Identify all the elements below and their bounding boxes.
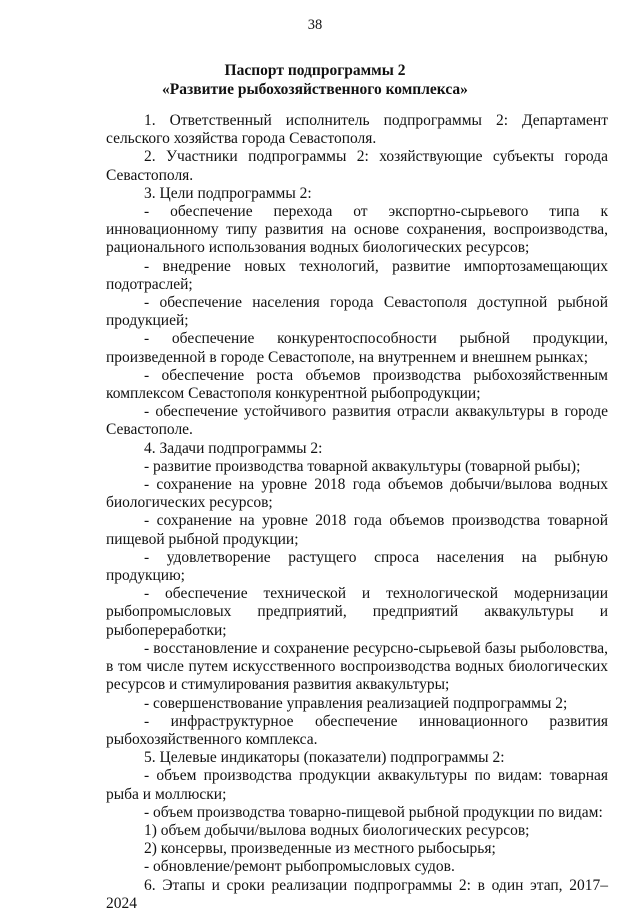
paragraph: - внедрение новых технологий, развитие импортозамещающих подотраслей;	[106, 257, 608, 293]
paragraph: 6. Этапы и сроки реализации подпрограммы 2: в один этап, 2017–2024	[106, 876, 608, 912]
paragraph: - объем производства продукции аквакультуры по видам: товарная рыба и моллюски;	[106, 767, 608, 803]
paragraph: - восстановление и сохранение ресурсно-сырьевой базы рыболовства, в том числе путем искусственного воспроизводства водных биологических ресурсов и стимулирования развития аквакультуры;	[106, 639, 608, 694]
paragraph: 3. Цели подпрограммы 2:	[144, 184, 312, 202]
title-line-1: Паспорт подпрограммы 2	[224, 62, 406, 79]
document-title	[0, 61, 630, 99]
paragraph: - совершенствование управления реализацией подпрограммы 2;	[144, 694, 568, 712]
title-line-2: «Развитие рыбохозяйственного комплекса»	[162, 81, 468, 98]
page-number: 38	[307, 17, 323, 33]
paragraph: - обеспечение населения города Севастополя доступной рыбной продукцией;	[106, 294, 608, 330]
paragraph: 4. Задачи подпрограммы 2:	[144, 439, 323, 457]
paragraph: 5. Целевые индикаторы (показатели) подпрограммы 2:	[144, 749, 505, 767]
document-body	[106, 112, 608, 913]
paragraph: - обеспечение конкурентоспособности рыбной продукции, произведенной в городе Севастополе, на внутреннем и внешнем рынках;	[106, 330, 608, 366]
paragraph: - инфраструктурное обеспечение инновационного развития рыбохозяйственного комплекса.	[106, 712, 608, 748]
paragraph: - удовлетворение растущего спроса населения на рыбную продукцию;	[106, 548, 608, 585]
paragraph: 2) консервы, произведенные из местного рыбосырья;	[144, 840, 496, 858]
paragraph: - сохранение на уровне 2018 года объемов добычи/вылова водных биологических ресурсов;	[106, 476, 608, 512]
paragraph: - обновление/ремонт рыбопромысловых судов.	[144, 858, 455, 876]
paragraph: - обеспечение устойчивого развития отрасли аквакультуры в городе Севастополе.	[106, 403, 608, 439]
paragraph: 1) объем добычи/вылова водных биологических ресурсов;	[144, 821, 530, 839]
paragraph: - обеспечение технической и технологической модернизации рыбопромысловых предприятий, предприятий аквакультуры и рыбопереработки;	[106, 585, 608, 639]
paragraph: - обеспечение роста объемов производства рыбохозяйственным комплексом Севастополя конкурентной рыбопродукции;	[106, 366, 608, 403]
paragraph: 1. Ответственный исполнитель подпрограммы 2: Департамент сельского хозяйства города Севастополя.	[106, 112, 608, 148]
paragraph: 2. Участники подпрограммы 2: хозяйствующие субъекты города Севастополя.	[106, 148, 608, 184]
paragraph: - объем производства товарно-пищевой рыбной продукции по видам:	[144, 803, 603, 821]
paragraph: - сохранение на уровне 2018 года объемов производства товарной пищевой рыбной продукции;	[106, 512, 608, 548]
paragraph: - обеспечение перехода от экспортно-сырьевого типа к инновационному типу развития на основе сохранения, воспроизводства, рационального использования водных биологических ресурсов;	[106, 203, 608, 257]
paragraph: - развитие производства товарной аквакультуры (товарной рыбы);	[144, 457, 581, 475]
